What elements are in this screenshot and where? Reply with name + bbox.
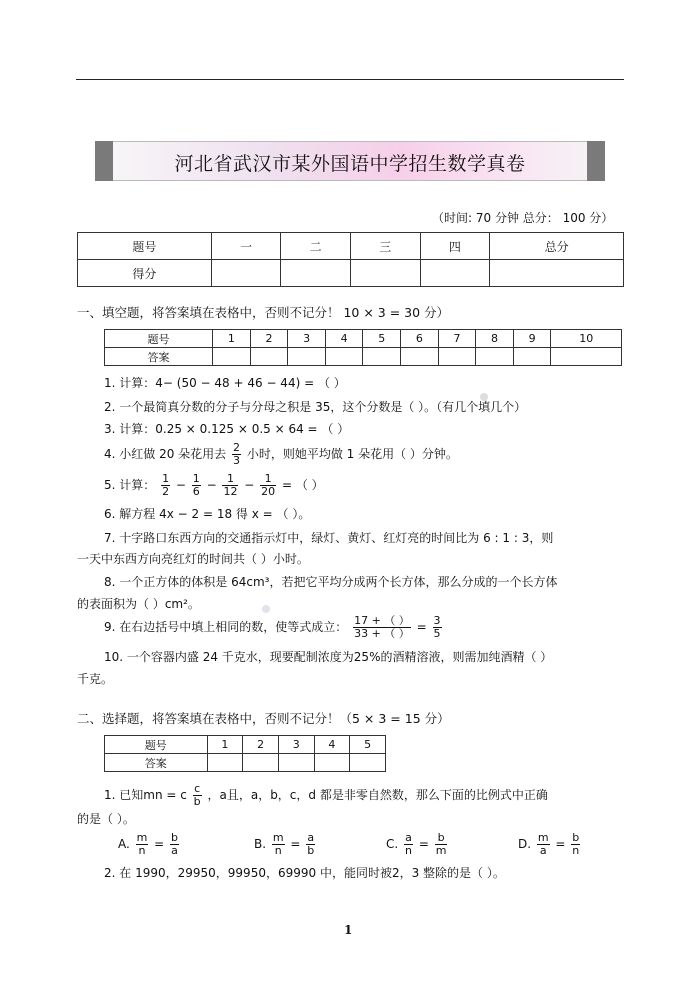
score-input-cell[interactable]	[211, 260, 281, 287]
answer-input-cell[interactable]	[438, 348, 476, 366]
option-label: D.	[518, 837, 532, 851]
question-1-6: 6. 解方程 4x − 2 = 18 得 x = （ ）。	[104, 507, 311, 521]
numerator: a	[307, 831, 315, 844]
question-1-3: 3. 计算：0.25 × 0.125 × 0.5 × 64 = （ ）	[104, 422, 350, 436]
denominator: 3	[233, 454, 240, 467]
fraction	[433, 615, 442, 640]
question-2-2: 2. 在 1990，29950，99950，69990 中，能同时被2，3 整除的是（ ）。	[104, 866, 505, 880]
answer-input-cell[interactable]	[363, 348, 401, 366]
section1-answer-table	[104, 329, 622, 366]
question-1-8a: 8. 一个正方体的体积是 64cm³，若把它平均分成两个长方体，那么分成的一个长方体	[104, 575, 558, 589]
answer-input-cell[interactable]	[513, 348, 551, 366]
question-1-2: 2. 一个最简真分数的分子与分母之积是 35，这个分数是（ ）。（有几个填几个）	[104, 400, 527, 414]
denominator: n	[138, 844, 146, 857]
denominator: b	[193, 795, 201, 808]
page-number: 1	[344, 923, 353, 937]
fraction	[232, 442, 241, 467]
denominator: a	[539, 844, 547, 857]
fraction	[192, 473, 201, 498]
table-cell: 答案	[105, 348, 213, 366]
fraction	[161, 473, 170, 498]
denominator: 2	[162, 485, 170, 498]
denominator: 33 + （ ）	[354, 627, 410, 640]
table-cell: 1	[213, 330, 251, 348]
option-label: C.	[386, 837, 399, 851]
option-c[interactable]: C. $\frac{a}{n}$ = $\frac{b}{m}$	[386, 831, 447, 857]
option-a[interactable]: A. $\frac{m}{n}$ = $\frac{b}{a}$	[118, 831, 179, 857]
question-1-10b: 千克。	[77, 672, 114, 686]
scan-speck	[262, 605, 270, 613]
numerator: b	[171, 831, 179, 844]
table-cell: 4	[325, 330, 363, 348]
section1-heading: 一、填空题，将答案填在表格中，否则不记分！ 10 × 3 = 30 分）	[77, 305, 450, 320]
option-b[interactable]: B. $\frac{m}{n}$ = $\frac{a}{b}$	[254, 831, 315, 857]
question-1-5: 5. 计算： $\frac{1}{2}$ − $\frac{1}{6}$ − $\frac{1}{12}$ − $\frac{1}{20}$ = （ ）	[104, 472, 324, 498]
answer-input-cell[interactable]	[551, 348, 622, 366]
question-1-1: 1. 计算：4− (50 − 48 + 46 − 44) = （ ）	[104, 376, 346, 390]
table-row	[105, 754, 386, 772]
fraction	[136, 832, 149, 857]
numerator: m	[272, 831, 284, 844]
numerator: a	[405, 831, 412, 844]
table-cell: 4	[314, 736, 350, 754]
table-cell: 题号	[105, 330, 213, 348]
answer-input-cell[interactable]	[243, 754, 279, 772]
table-cell: 5	[363, 330, 401, 348]
table-cell: 5	[350, 736, 386, 754]
page-title: 河北省武汉市某外国语中学招生数学真卷	[174, 153, 526, 175]
numerator: m	[136, 831, 148, 844]
fraction	[306, 832, 315, 857]
fraction	[571, 832, 580, 857]
question-2-1b: 的是（ ）。	[77, 812, 135, 826]
table-cell: 9	[513, 330, 551, 348]
fraction	[272, 832, 285, 857]
fraction	[353, 615, 411, 640]
answer-input-cell[interactable]	[314, 754, 350, 772]
table-row	[105, 330, 622, 348]
denominator: 12	[223, 485, 238, 498]
fraction	[170, 832, 179, 857]
table-row	[105, 736, 386, 754]
question-2-1a	[104, 783, 548, 808]
table-cell: 3	[288, 330, 326, 348]
score-input-cell[interactable]	[350, 260, 420, 287]
numerator: m	[537, 831, 549, 844]
question-1-10a: 10. 一个容器内盛 24 千克水，现要配制浓度为25%的酒精溶液，则需加纯酒精（ ）	[104, 650, 553, 664]
answer-input-cell[interactable]	[207, 754, 243, 772]
title-banner	[95, 141, 605, 181]
option-label: B.	[254, 837, 267, 851]
denominator: a	[171, 844, 178, 857]
table-cell: 得分	[78, 260, 212, 287]
denominator: n	[274, 844, 282, 857]
score-input-cell[interactable]	[490, 260, 624, 287]
option-label: A.	[118, 837, 130, 851]
answer-input-cell[interactable]	[288, 348, 326, 366]
fraction	[260, 473, 276, 498]
denominator: n	[572, 844, 580, 857]
answer-input-cell[interactable]	[401, 348, 439, 366]
answer-input-cell[interactable]	[476, 348, 514, 366]
denominator: b	[307, 844, 315, 857]
question-text: 小时，则她平均做 1 朵花用（ ）分钟。	[246, 447, 458, 461]
table-cell: 1	[207, 736, 243, 754]
fraction	[537, 832, 550, 857]
table-row	[105, 348, 622, 366]
numerator: 1	[192, 472, 200, 485]
score-input-cell[interactable]	[420, 260, 490, 287]
table-cell: 题号	[78, 233, 212, 260]
table-cell: 7	[438, 330, 476, 348]
question-1-7a: 7. 十字路口东西方向的交通指示灯中，绿灯、黄灯、红灯亮的时间比为 6 : 1 : 3，则	[104, 531, 554, 545]
answer-input-cell[interactable]	[213, 348, 251, 366]
table-cell: 3	[278, 736, 314, 754]
table-cell: 答案	[105, 754, 208, 772]
denominator: m	[435, 844, 447, 857]
question-1-9: 9. 在右边括号中填上相同的数，使等式成立： $\frac{17 + ( )}{33 + ( )}$ = $\frac{3}{5}$	[104, 614, 441, 640]
numerator: 1	[222, 473, 238, 486]
table-cell: 三	[350, 233, 420, 260]
numerator: 17 + （ ）	[354, 614, 410, 627]
question-text: 1. 已知mn = c	[104, 788, 187, 802]
fraction	[404, 832, 413, 857]
question-text: = （ ）	[281, 478, 324, 492]
numerator: b	[572, 831, 580, 844]
section2-heading: 二、选择题，将答案填在表格中，否则不记分！（5 × 3 = 15 分）	[77, 711, 450, 726]
table-row	[78, 233, 624, 260]
table-cell: 10	[551, 330, 622, 348]
banner-right-bar	[587, 141, 605, 181]
answer-input-cell[interactable]	[325, 348, 363, 366]
fraction	[222, 473, 238, 498]
denominator: 20	[261, 485, 276, 498]
table-row	[78, 260, 624, 287]
table-cell: 6	[401, 330, 439, 348]
table-cell: 8	[476, 330, 514, 348]
question-text: 4. 小红做 20 朵花用去	[104, 447, 227, 461]
table-cell: 2	[243, 736, 279, 754]
question-text: ，a且，a，b，c，d 都是非零自然数，那么下面的比例式中正确	[207, 788, 548, 802]
numerator: b	[435, 832, 448, 845]
fraction	[435, 832, 448, 857]
table-cell: 总分	[490, 233, 624, 260]
table-cell: 题号	[105, 736, 208, 754]
option-d[interactable]: D. $\frac{m}{a}$ = $\frac{b}{n}$	[518, 831, 580, 857]
numerator: 3	[433, 614, 441, 627]
answer-input-cell[interactable]	[278, 754, 314, 772]
table-cell: 2	[250, 330, 288, 348]
denominator: n	[405, 844, 413, 857]
numerator: c	[194, 782, 201, 795]
table-cell: 二	[281, 233, 351, 260]
denominator: 6	[192, 485, 200, 498]
table-cell: 一	[211, 233, 281, 260]
fraction	[193, 783, 202, 808]
header-rule	[76, 79, 624, 80]
numerator: 2	[233, 441, 240, 454]
question-1-8b: 的表面积为（ ）cm²。	[77, 597, 200, 611]
denominator: 5	[433, 627, 441, 640]
numerator: 1	[162, 472, 170, 485]
question-1-4	[104, 442, 458, 467]
table-cell: 四	[420, 233, 490, 260]
numerator: 1	[260, 473, 276, 486]
score-input-cell[interactable]	[281, 260, 351, 287]
exam-meta: （时间: 70 分钟 总分： 100 分）	[432, 211, 614, 225]
answer-input-cell[interactable]	[250, 348, 288, 366]
question-text: 5. 计算：	[104, 478, 156, 492]
question-text: 9. 在右边括号中填上相同的数，使等式成立：	[104, 620, 348, 634]
score-table	[77, 232, 624, 287]
answer-input-cell[interactable]	[350, 754, 386, 772]
section2-answer-table	[104, 735, 386, 772]
question-1-7b: 一天中东西方向亮红灯的时间共（ ）小时。	[77, 552, 309, 566]
